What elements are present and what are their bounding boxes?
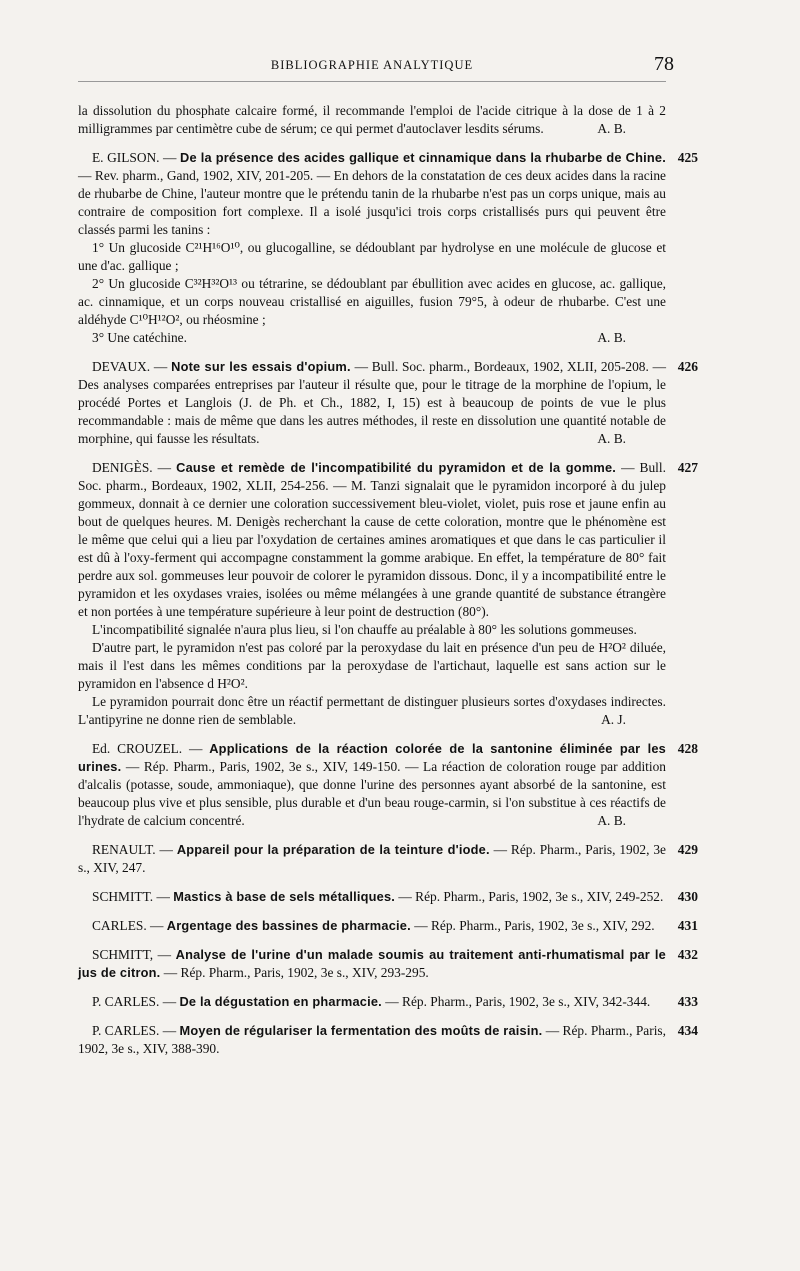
entry-number: 426 [677,359,698,374]
entry-text [78,888,666,906]
entry-reference: — Rép. Pharm., Paris, 1902, 3e s., XIV, 342-344. [385,994,651,1009]
entry-text [78,1022,666,1058]
running-title: BIBLIOGRAPHIE ANALYTIQUE [270,58,474,72]
entry-paragraph: D'autre part, le pyramidon n'est pas coloré par la peroxydase du lait en présence d'un peu de H²O² diluée, mais il l'est dans les mêmes conditions par la peroxydase de l'artichaut, laquelle est sans action sur le pyramidon en l'absence d H²O². [78,640,666,691]
entry-text [78,358,666,448]
entry-433 [78,993,698,1011]
entry-number: 430 [677,889,698,904]
entry-426 [78,358,698,448]
entry-425 [78,149,698,347]
entry-paragraph-last [78,693,666,729]
entry-author: RENAULT. — [92,842,173,857]
entry-author: P. CARLES. — [92,1023,177,1038]
entry-text [78,993,666,1011]
entry-reference: — Rev. pharm., Gand, 1902, XIV, 201-205. — En dehors de la constatation de ces deux acides dans la racine de rhubarbe de Chine, l'auteur montre que le prétendu tanin de la rhubarbe n'est pas un corps unique, mais au contraire de composition fort complexe. Il a isolé jusqu'ici trois corps cristallisés purs qui peuvent être classés parmi les tanins : [78,168,666,237]
entry-number: 427 [677,460,698,475]
entry-title: Analyse de l'urine d'un malade soumis au traitement anti-rhumatismal par le jus de citron. [78,947,667,980]
page [78,53,698,1058]
entry-title: Moyen de régulariser la fermentation des moûts de raisin. [179,1023,543,1038]
entry-item: 2° Un glucoside C³²H³²O¹³ ou tétrarine, se dédoublant par ébullition avec acides en glucose, ac. gallique, ac. cinnamique, et un corps nouveau cristallisé en aiguilles, fusion 79°5, à odeur de rhubarbe. C'est une aldéhyde C¹⁰H¹²O², ou rhéosmine ; [78,276,666,327]
entry-reference: — Rép. Pharm., Paris, 1902, 3e s., XIV, 149-150. — La réaction de coloration rouge par addition d'alcalis (potasse, soude, ammoniaque), que donne l'urine des personnes ayant absorbé de la santonine, est beaucoup plus vive et plus sensible, plus durable et d'un beau rouge-carmin, si l'on substitue à ces réactifs de l'hydrate de calcium concentré. [78,759,666,828]
entry-title: Cause et remède de l'incompatibilité du pyramidon et de la gomme. [176,460,617,475]
entry-item: 3° Une catéchine. [92,330,187,345]
entry-text [78,946,666,982]
entry-number: 431 [677,918,698,933]
entry-title: De la présence des acides gallique et cinnamique dans la rhubarbe de Chine. [180,150,666,165]
page-body [78,102,698,1058]
intro-signature: A. B. [597,121,626,136]
entry-number: 428 [677,741,698,756]
entry-title: Mastics à base de sels métalliques. [173,889,396,904]
entry-reference: — Rép. Pharm., Paris, 1902, 3e s., XIV, 247. [78,842,666,875]
entry-title: Argentage des bassines de pharmacie. [166,918,411,933]
entry-author: Ed. CROUZEL. — [92,741,203,756]
entry-item-last [78,329,666,347]
entry-text [78,459,666,621]
entry-432 [78,946,698,982]
entry-author: E. GILSON. — [92,150,177,165]
entry-author: CARLES. — [92,918,164,933]
entry-428 [78,740,698,830]
entry-427 [78,459,698,729]
entry-reference: — Rép. Pharm., Paris, 1902, 3e s., XIV, 388-390. [78,1023,666,1056]
entry-text [78,740,666,830]
entry-number: 425 [677,150,698,165]
entry-author: DENIGÈS. — [92,460,172,475]
entry-signature: A. J. [601,712,626,727]
entry-title: Note sur les essais d'opium. [171,359,351,374]
entry-author: DEVAUX. — [92,359,168,374]
entry-signature: A. B. [597,813,626,828]
entry-title: Appareil pour la préparation de la teinture d'iode. [176,842,490,857]
entry-signature: A. B. [597,431,626,446]
entry-number: 432 [677,947,698,962]
entry-author: SCHMITT, — [92,947,172,962]
intro-paragraph [78,102,666,138]
intro-text: la dissolution du phosphate calcaire formé, il recommande l'emploi de l'acide citrique à la dose de 1 à 2 milligrammes par centimètre cube de sérum; ce qui permet d'autoclaver lesdits sérums. [78,103,666,136]
entry-reference: — Rép. Pharm., Paris, 1902, 3e s., XIV, 293-295. [163,965,429,980]
entry-number: 429 [677,842,698,857]
entry-434 [78,1022,698,1058]
page-header [78,53,674,82]
entry-text [78,149,666,239]
entry-paragraph: L'incompatibilité signalée n'aura plus lieu, si l'on chauffe au préalable à 80° les solutions gommeuses. [92,622,637,637]
entry-reference: — Bull. Soc. pharm., Bordeaux, 1902, XLII, 254-256. — M. Tanzi signalait que le pyramidon incorporé à du julep gommeux, donnait à ce dernier une coloration successivement bleu-violet, violet, puis rose et jaune enfin au bout de quelques heures. M. Denigès recherchant la cause de cette coloration, montre que le phénomène est le même que celui qui a lieu par l'oxydation de certaines amines aromatiques et que dans le cas particulier il est dû à l'oxy-ferment qui accompagne constamment la gomme arabique. En effet, la température de 80° fait perdre aux sol. gommeuses leur pouvoir de colorer le pyramidon dissous. Donc, il y a incompatibilité entre le pyramidon et les oxydases vraies, isolées ou même mélangées à une grande quantité de substance étrangère et non portées à une température supérieure à leur point de destruction (80°). [78,460,666,619]
entry-paragraph: Le pyramidon pourrait donc être un réactif permettant de distinguer plusieurs sortes d'oxydases indirectes. L'antipyrine ne donne rien de semblable. [78,694,666,727]
entry-text [78,841,666,877]
entry-429 [78,841,698,877]
entry-reference: — Rép. Pharm., Paris, 1902, 3e s., XIV, 292. [414,918,655,933]
entry-item: 1° Un glucoside C²¹H¹⁶O¹⁰, ou glucogalline, se dédoublant par hydrolyse en une molécule de glucose et une d'ac. gallique ; [78,240,666,273]
entry-431 [78,917,698,935]
entry-text [78,917,666,935]
entry-title: De la dégustation en pharmacie. [179,994,382,1009]
entry-number: 433 [677,994,698,1009]
entry-signature: A. B. [597,330,626,345]
entry-reference: — Rép. Pharm., Paris, 1902, 3e s., XIV, 249-252. [398,889,664,904]
entry-reference: — Bull. Soc. pharm., Bordeaux, 1902, XLII, 205-208. — Des analyses comparées entreprises par l'auteur il résulte que, pour le titrage de la morphine de l'opium, le procédé Portes et Langlois (J. de Ph. et Ch., 1882, I, 15) est à beaucoup de points de vue le plus recommandable : mais de même que dans les autres méthodes, il reste en dissolution une quantité notable de morphine, qui fausse les résultats. [78,359,667,446]
entry-title: Applications de la réaction colorée de la santonine éliminée par les urines. [78,741,666,774]
entry-430 [78,888,698,906]
page-number: 78 [654,53,674,75]
entry-author: SCHMITT. — [92,889,170,904]
entry-number: 434 [677,1023,698,1038]
entry-author: P. CARLES. — [92,994,177,1009]
